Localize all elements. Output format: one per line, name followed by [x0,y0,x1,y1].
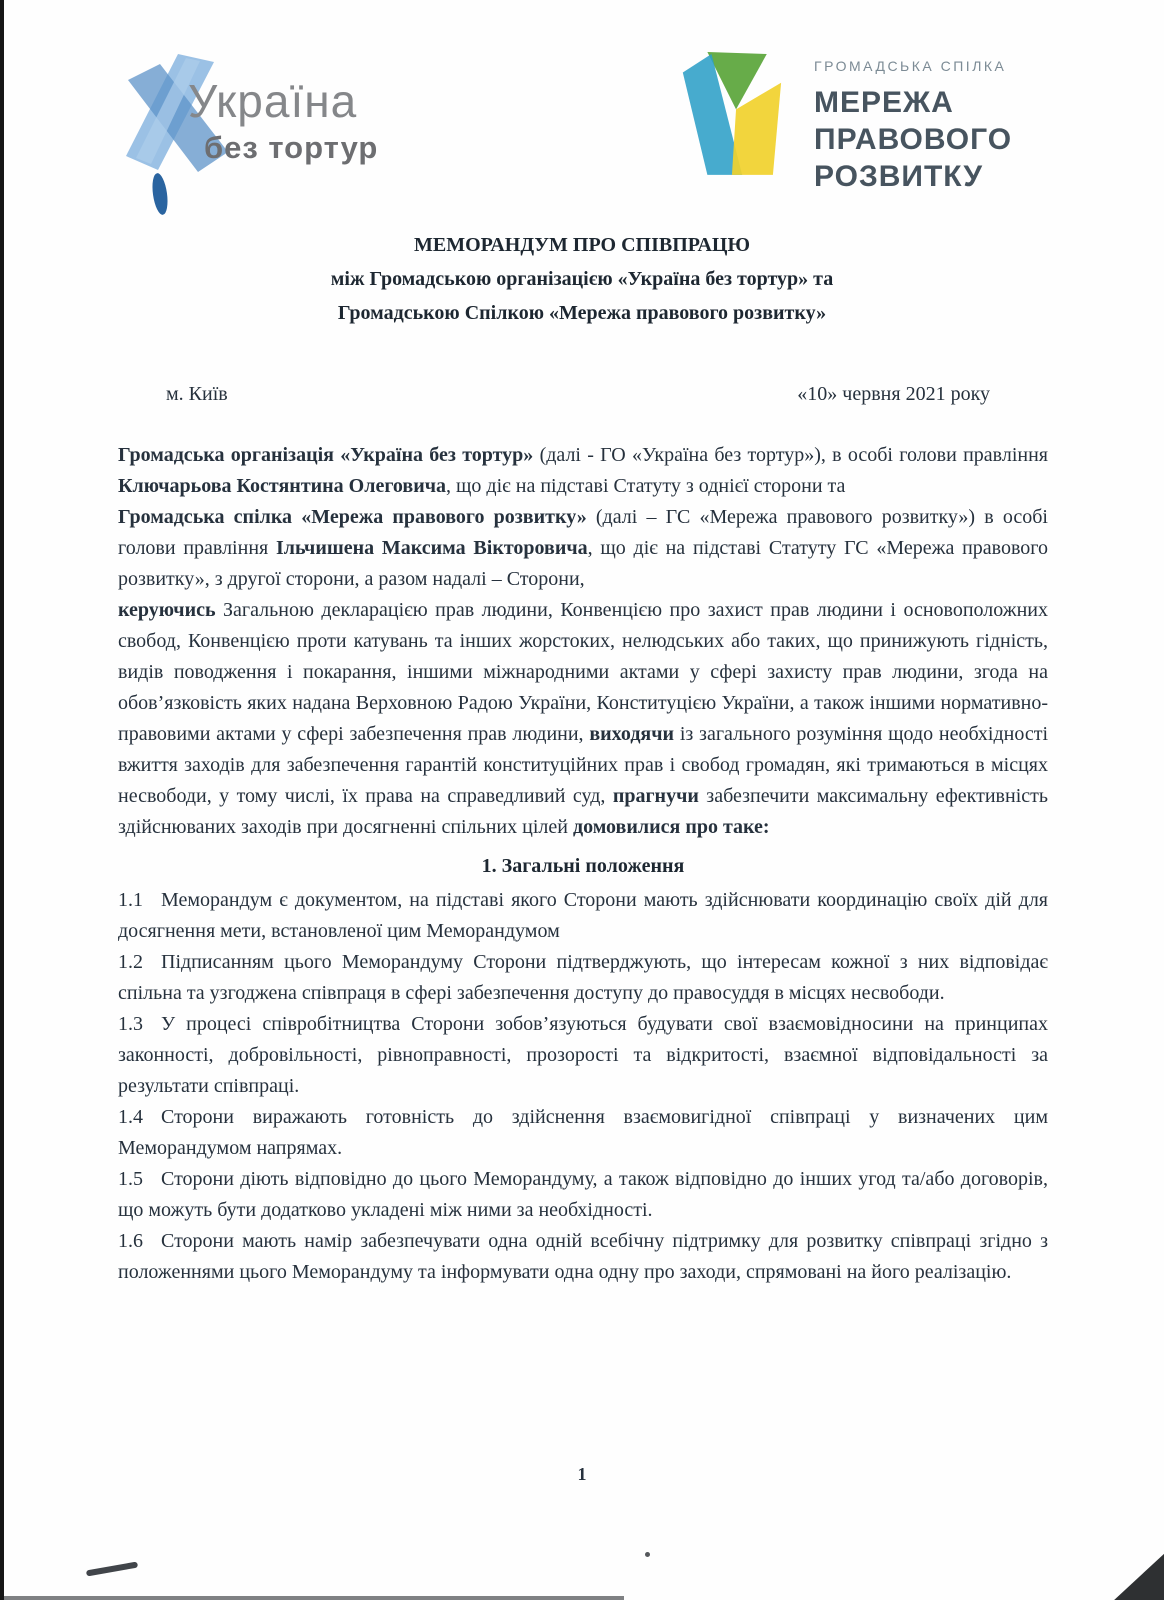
preamble-paragraph-3 [118,595,1048,843]
title-line-3: Громадською Спілкою «Мережа правового розвитку» [337,302,827,324]
text-run: (далі - ГО «Україна без тортур»), в особі голови правління [533,444,1048,466]
text-run: із загального розуміння щодо необхідності вжиття заходів для забезпечення гарантій конституційних прав і свобод громадян, які тримаються в місцях несвободи, у тому числі, їх права на справедливий суд, [118,723,1048,807]
clause-text: Сторони виражають готовність до здійснення взаємовигідної співпраці у визначених цим Меморандумом напрямах. [118,1106,1048,1159]
clause-text: Сторони мають намір забезпечувати одна одній всебічну підтримку для розвитку співпраці згідно з положеннями цього Меморандуму та інформувати одна одну про заходи, спрямовані на його реалізацію. [118,1230,1048,1283]
title-line-1: МЕМОРАНДУМ ПРО СПІВПРАЦЮ [414,234,750,256]
logo-right-line-2: ПРАВОВОГО [814,123,1013,156]
scan-artifact-dot [645,1552,650,1557]
text-run: Загальною декларацією прав людини, Конвенцією про захист прав людини і основоположних свобод, Конвенцією проти катувань та інших жорстоких, нелюдських або таких, що принижують гідність, видів поводження і покарання, іншими міжнародними актами у сфері захисту прав людини, згода на обов’язковість яких надана Верховною Радою України, Конституцією України, а також іншими нормативно-правовими актами у сфері забезпечення прав людини, [118,599,1048,745]
dateline [118,383,1046,406]
clause [118,1226,1048,1288]
text-run: Ключарьова Костянтина Олеговича [118,475,447,497]
text-run: домовилися про таке: [572,816,770,838]
text-run: виходячи [589,723,675,745]
text-run: Громадська організація «Україна без тортур» [118,444,534,466]
dateline-place: м. Київ [166,383,228,405]
page-number: 1 [577,1464,587,1484]
clause-number: 1.6 [118,1230,143,1252]
preamble-paragraph-1 [118,440,1048,502]
logo-right-supertitle: ГРОМАДСЬКА СПІЛКА [814,58,1007,74]
logo-right-text [814,52,1012,207]
logo-left-title: Україна [188,75,358,127]
text-run: Громадська спілка «Мережа правового розвитку» [118,506,587,528]
logo-right-line-1: МЕРЕЖА [814,86,954,119]
scan-artifact-bottom-left [86,1562,138,1577]
scan-artifact-bottom-edge [4,1596,624,1600]
scan-artifact-left-edge [0,0,4,1600]
clause [118,947,1048,1009]
clause-text: Меморандум є документом, на підставі якого Сторони мають здійснювати координацію своїх дій для досягнення мети, встановленої цим Меморандумом [118,889,1048,942]
clause-text: Підписанням цього Меморандуму Сторони підтверджують, що інтересам кожної з них відповідає спільна та узгоджена співпраця в сфері забезпечення доступу до правосуддя в місцях несвободи. [118,951,1048,1004]
dateline-date: «10» червня 2021 року [797,383,990,405]
text-run: , що діє на підставі Статуту з однієї сторони та [446,475,846,497]
clause [118,1164,1048,1226]
text-run: , що діє на підставі Статуту ГС «Мережа правового розвитку», з другої сторони, а разом надалі – Сторони, [118,537,1048,590]
text-run: прагнучи [612,785,699,807]
document-body [118,440,1048,1288]
title-line-2: між Громадською організацією «Україна без тортур» та [330,268,834,290]
clause-number: 1.3 [118,1013,143,1035]
text-run: забезпечити максимальну ефективність здійснюваних заходів при досягненні спільних цілей [118,785,1049,838]
preamble-paragraph-2 [118,502,1048,595]
logo-right-line-3: РОЗВИТКУ [814,160,984,193]
clause-number: 1.1 [118,889,143,911]
clause-number: 1.2 [118,951,143,973]
section-1-clauses [118,885,1048,1288]
clause-text: Сторони діють відповідно до цього Меморандуму, а також відповідно до інших угод та/або договорів, що можуть бути додатково укладені між ними за необхідності. [118,1168,1048,1221]
clause-number: 1.4 [118,1106,143,1128]
clause-text: У процесі співробітництва Сторони зобов’язуються будувати свої взаємовідносини на принципах законності, добровільності, рівноправності, прозорості та відкритості, взаємної відповідальності за результати співпраці. [118,1013,1048,1097]
clause [118,1102,1048,1164]
clause [118,885,1048,947]
network-mark-icon [676,52,792,180]
document-title [118,228,1046,330]
text-run: Ільчишена Максима Вікторовича [275,537,588,559]
logo-left-subtitle: без тортур [204,130,379,165]
text-run: керуючись [118,599,216,621]
scan-artifact-bottom-right [1106,1552,1164,1600]
clause-number: 1.5 [118,1168,143,1190]
logo-legal-development-network [676,52,1036,207]
logo-ukraine-without-torture [116,52,436,202]
clause [118,1009,1048,1102]
text-run: (далі – ГС «Мережа правового розвитку») в особі голови правління [118,506,1048,559]
section-1-heading: 1. Загальні положення [481,855,685,877]
